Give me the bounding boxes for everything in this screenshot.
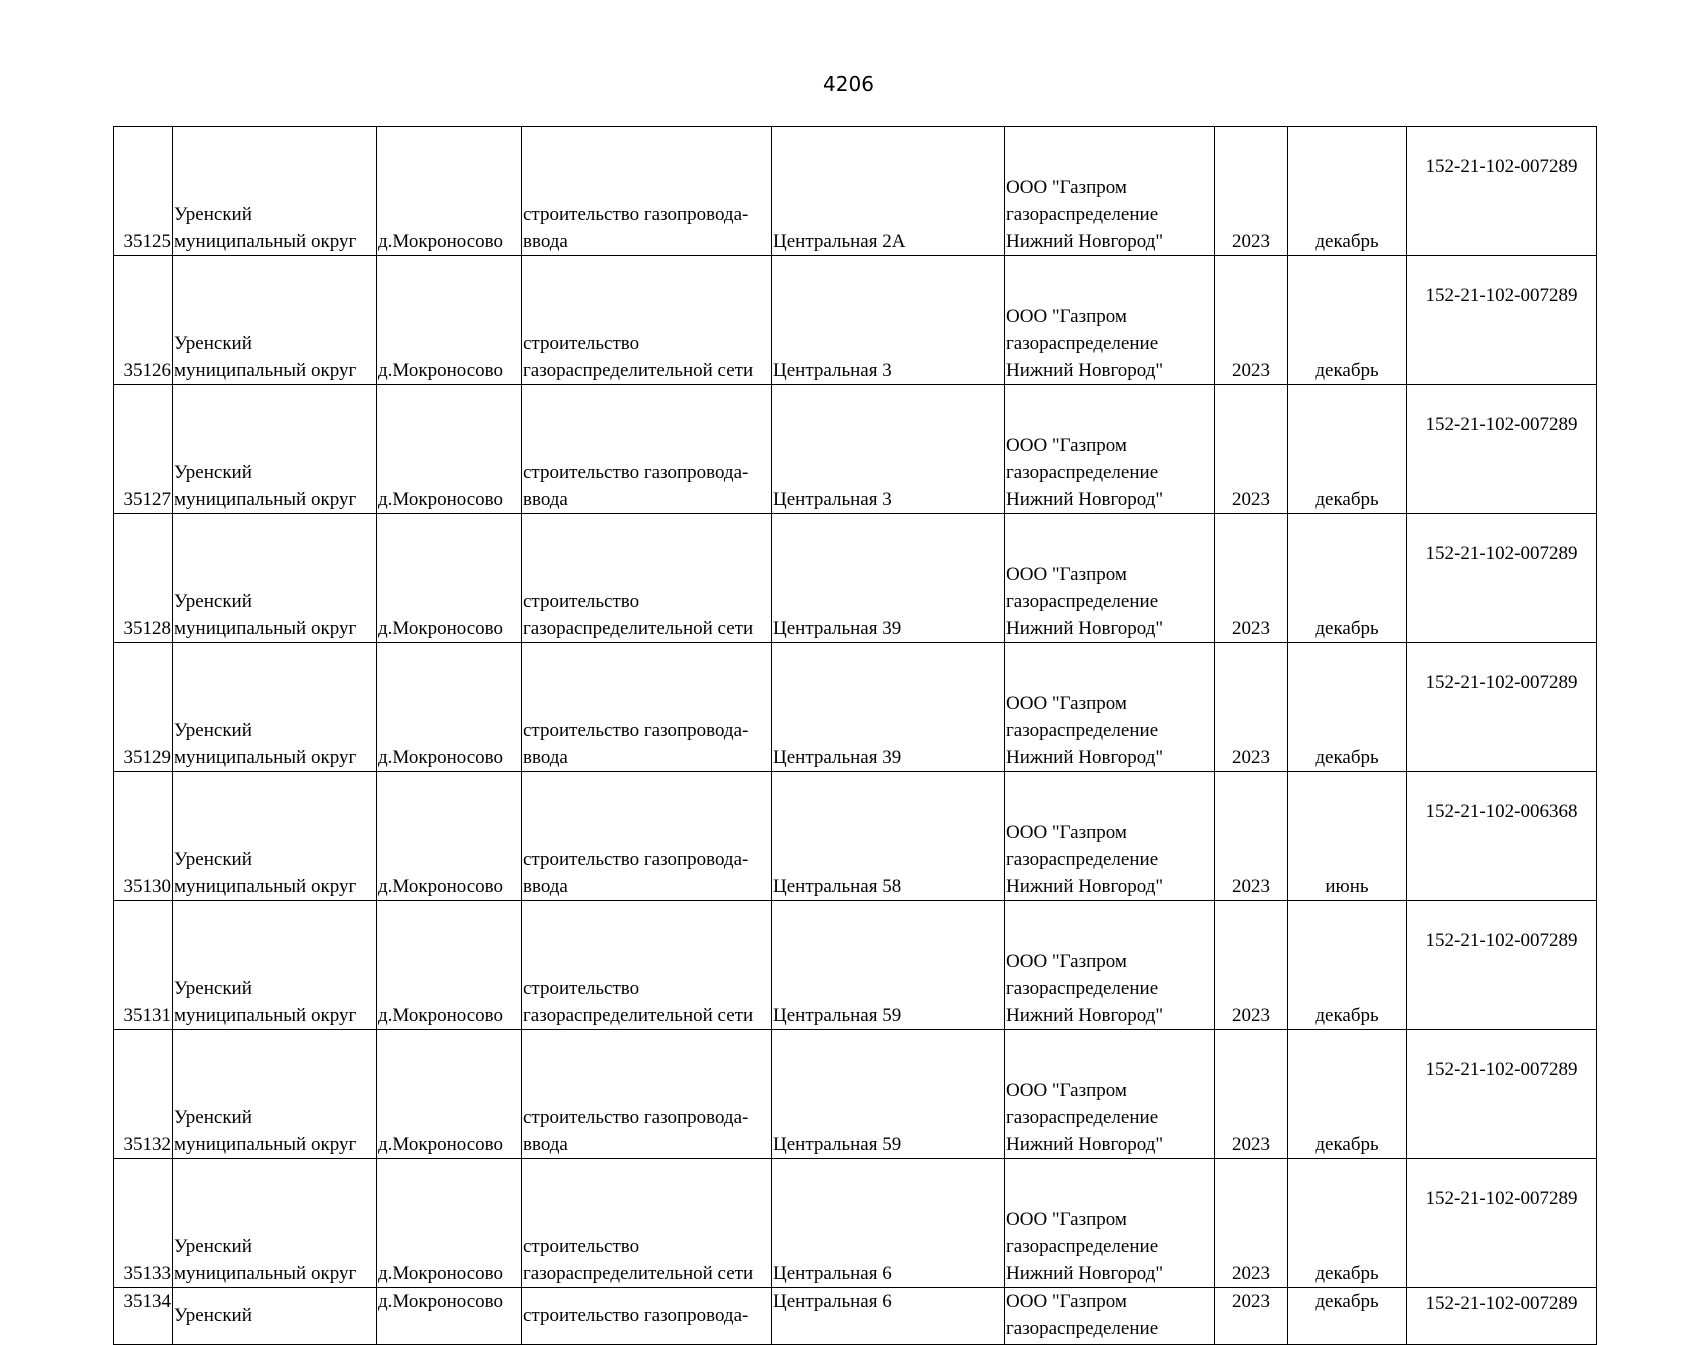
address-cell bbox=[772, 1030, 1005, 1159]
year-cell-line: 2023 bbox=[1232, 876, 1270, 897]
row-number-cell bbox=[114, 1159, 173, 1288]
settlement-cell bbox=[377, 256, 522, 385]
operator-cell-line: Нижний Новгород" bbox=[1006, 489, 1164, 510]
registry-code-cell-line: 152-21-102-007289 bbox=[1425, 1293, 1578, 1314]
table-row bbox=[114, 1288, 1597, 1345]
address-cell bbox=[772, 772, 1005, 901]
district-cell-line: муниципальный округ bbox=[174, 876, 357, 897]
operator-cell-line: ООО "Газпром bbox=[1006, 1291, 1127, 1312]
table-row bbox=[114, 772, 1597, 901]
operator-cell bbox=[1005, 1288, 1215, 1345]
month-cell-line: декабрь bbox=[1315, 1134, 1379, 1155]
year-cell-line: 2023 bbox=[1232, 1005, 1270, 1026]
work-type-cell-line: газораспределительной сети bbox=[523, 1263, 754, 1284]
registry-code-cell bbox=[1407, 127, 1597, 256]
row-number-cell bbox=[114, 901, 173, 1030]
district-cell-line: Уренский bbox=[174, 333, 252, 354]
work-type-cell-line: ввода bbox=[523, 489, 568, 510]
operator-cell-line: газораспределение bbox=[1006, 1236, 1159, 1257]
work-type-cell-line: строительство bbox=[523, 1236, 640, 1257]
district-cell-line: Уренский bbox=[174, 591, 252, 612]
year-cell-line: 2023 bbox=[1232, 1263, 1270, 1284]
month-cell-line: декабрь bbox=[1315, 618, 1379, 639]
settlement-cell bbox=[377, 1159, 522, 1288]
row-number-cell-line: 35126 bbox=[123, 360, 171, 381]
row-number-cell bbox=[114, 514, 173, 643]
year-cell-line: 2023 bbox=[1232, 231, 1270, 252]
registry-code-cell-line: 152-21-102-007289 bbox=[1425, 930, 1578, 951]
work-type-cell-line: строительство газопровода- bbox=[523, 849, 749, 870]
work-type-cell-line: ввода bbox=[523, 876, 568, 897]
district-cell-line: муниципальный округ bbox=[174, 489, 357, 510]
district-cell-line: Уренский bbox=[174, 1305, 252, 1326]
row-number-cell-line: 35127 bbox=[123, 489, 171, 510]
table-body bbox=[114, 127, 1597, 1345]
month-cell bbox=[1288, 256, 1407, 385]
year-cell bbox=[1215, 1288, 1288, 1345]
month-cell-line: декабрь bbox=[1315, 1263, 1379, 1284]
settlement-cell-line: д.Мокроносово bbox=[378, 231, 503, 252]
district-cell-line: муниципальный округ bbox=[174, 1263, 357, 1284]
registry-code-cell bbox=[1407, 1030, 1597, 1159]
month-cell-line: июнь bbox=[1325, 876, 1369, 897]
month-cell bbox=[1288, 1288, 1407, 1345]
year-cell bbox=[1215, 1030, 1288, 1159]
gas-registry-table bbox=[113, 126, 1597, 1345]
work-type-cell-line: строительство bbox=[523, 978, 640, 999]
operator-cell-line: Нижний Новгород" bbox=[1006, 618, 1164, 639]
year-cell-line: 2023 bbox=[1232, 1134, 1270, 1155]
row-number-cell bbox=[114, 385, 173, 514]
work-type-cell-line: строительство газопровода- bbox=[523, 720, 749, 741]
registry-code-cell-line: 152-21-102-007289 bbox=[1425, 543, 1578, 564]
year-cell bbox=[1215, 127, 1288, 256]
registry-code-cell-line: 152-21-102-007289 bbox=[1425, 156, 1578, 177]
address-cell-line: Центральная 3 bbox=[773, 489, 892, 510]
settlement-cell bbox=[377, 643, 522, 772]
operator-cell-line: газораспределение bbox=[1006, 978, 1159, 999]
address-cell-line: Центральная 3 bbox=[773, 360, 892, 381]
work-type-cell-line: ввода bbox=[523, 231, 568, 252]
operator-cell-line: ООО "Газпром bbox=[1006, 822, 1127, 843]
row-number-cell-line: 35130 bbox=[123, 876, 171, 897]
work-type-cell-line: строительство bbox=[523, 591, 640, 612]
table-row bbox=[114, 127, 1597, 256]
month-cell-line: декабрь bbox=[1315, 360, 1379, 381]
registry-code-cell bbox=[1407, 772, 1597, 901]
district-cell-line: муниципальный округ bbox=[174, 747, 357, 768]
operator-cell bbox=[1005, 514, 1215, 643]
settlement-cell bbox=[377, 385, 522, 514]
operator-cell-line: газораспределение bbox=[1006, 462, 1159, 483]
row-number-cell-line: 35129 bbox=[123, 747, 171, 768]
operator-cell bbox=[1005, 385, 1215, 514]
month-cell bbox=[1288, 901, 1407, 1030]
work-type-cell-line: ввода bbox=[523, 1134, 568, 1155]
table-row bbox=[114, 256, 1597, 385]
month-cell bbox=[1288, 385, 1407, 514]
settlement-cell-line: д.Мокроносово bbox=[378, 747, 503, 768]
operator-cell-line: газораспределение bbox=[1006, 204, 1159, 225]
operator-cell bbox=[1005, 901, 1215, 1030]
district-cell-line: муниципальный округ bbox=[174, 231, 357, 252]
settlement-cell bbox=[377, 514, 522, 643]
year-cell bbox=[1215, 772, 1288, 901]
address-cell-line: Центральная 58 bbox=[773, 876, 902, 897]
row-number-cell-line: 35134 bbox=[123, 1291, 171, 1312]
operator-cell-line: ООО "Газпром bbox=[1006, 306, 1127, 327]
month-cell-line: декабрь bbox=[1315, 489, 1379, 510]
registry-code-cell bbox=[1407, 256, 1597, 385]
operator-cell bbox=[1005, 256, 1215, 385]
row-number-cell-line: 35131 bbox=[123, 1005, 171, 1026]
work-type-cell bbox=[522, 643, 772, 772]
operator-cell-line: Нижний Новгород" bbox=[1006, 231, 1164, 252]
month-cell-line: декабрь bbox=[1315, 1291, 1379, 1312]
operator-cell bbox=[1005, 1159, 1215, 1288]
district-cell-line: Уренский bbox=[174, 1236, 252, 1257]
work-type-cell-line: газораспределительной сети bbox=[523, 360, 754, 381]
district-cell bbox=[173, 1159, 377, 1288]
settlement-cell bbox=[377, 127, 522, 256]
settlement-cell bbox=[377, 1030, 522, 1159]
table-row bbox=[114, 643, 1597, 772]
work-type-cell bbox=[522, 127, 772, 256]
district-cell bbox=[173, 514, 377, 643]
registry-code-cell-line: 152-21-102-007289 bbox=[1425, 414, 1578, 435]
address-cell bbox=[772, 1159, 1005, 1288]
operator-cell-line: ООО "Газпром bbox=[1006, 1080, 1127, 1101]
address-cell-line: Центральная 59 bbox=[773, 1005, 902, 1026]
district-cell-line: муниципальный округ bbox=[174, 1005, 357, 1026]
year-cell bbox=[1215, 901, 1288, 1030]
address-cell-line: Центральная 39 bbox=[773, 747, 902, 768]
operator-cell-line: ООО "Газпром bbox=[1006, 177, 1127, 198]
table-row bbox=[114, 1159, 1597, 1288]
table-row bbox=[114, 385, 1597, 514]
year-cell bbox=[1215, 514, 1288, 643]
work-type-cell-line: ввода bbox=[523, 747, 568, 768]
address-cell-line: Центральная 2А bbox=[773, 231, 906, 252]
month-cell bbox=[1288, 514, 1407, 643]
operator-cell-line: Нижний Новгород" bbox=[1006, 1005, 1164, 1026]
operator-cell bbox=[1005, 772, 1215, 901]
district-cell-line: Уренский bbox=[174, 462, 252, 483]
work-type-cell-line: строительство газопровода- bbox=[523, 1107, 749, 1128]
year-cell bbox=[1215, 1159, 1288, 1288]
district-cell bbox=[173, 772, 377, 901]
month-cell-line: декабрь bbox=[1315, 1005, 1379, 1026]
month-cell bbox=[1288, 643, 1407, 772]
work-type-cell-line: строительство bbox=[523, 333, 640, 354]
operator-cell-line: ООО "Газпром bbox=[1006, 1209, 1127, 1230]
work-type-cell-line: строительство газопровода- bbox=[523, 204, 749, 225]
operator-cell-line: Нижний Новгород" bbox=[1006, 1134, 1164, 1155]
table-row bbox=[114, 1030, 1597, 1159]
row-number-cell bbox=[114, 1288, 173, 1345]
registry-code-cell-line: 152-21-102-007289 bbox=[1425, 285, 1578, 306]
district-cell-line: муниципальный округ bbox=[174, 1134, 357, 1155]
row-number-cell-line: 35125 bbox=[123, 231, 171, 252]
address-cell bbox=[772, 901, 1005, 1030]
row-number-cell bbox=[114, 772, 173, 901]
work-type-cell-line: газораспределительной сети bbox=[523, 1005, 754, 1026]
address-cell bbox=[772, 385, 1005, 514]
month-cell-line: декабрь bbox=[1315, 747, 1379, 768]
operator-cell-line: газораспределение bbox=[1006, 720, 1159, 741]
operator-cell bbox=[1005, 1030, 1215, 1159]
table-row bbox=[114, 514, 1597, 643]
operator-cell-line: ООО "Газпром bbox=[1006, 693, 1127, 714]
page-number: 4206 bbox=[823, 72, 874, 96]
settlement-cell-line: д.Мокроносово bbox=[378, 1005, 503, 1026]
work-type-cell bbox=[522, 1159, 772, 1288]
row-number-cell bbox=[114, 256, 173, 385]
district-cell bbox=[173, 901, 377, 1030]
operator-cell-line: газораспределение bbox=[1006, 591, 1159, 612]
operator-cell-line: газораспределение bbox=[1006, 333, 1159, 354]
operator-cell-line: Нижний Новгород" bbox=[1006, 360, 1164, 381]
address-cell bbox=[772, 127, 1005, 256]
year-cell-line: 2023 bbox=[1232, 360, 1270, 381]
operator-cell-line: Нижний Новгород" bbox=[1006, 747, 1164, 768]
district-cell bbox=[173, 643, 377, 772]
district-cell bbox=[173, 256, 377, 385]
operator-cell-line: ООО "Газпром bbox=[1006, 564, 1127, 585]
settlement-cell-line: д.Мокроносово bbox=[378, 876, 503, 897]
address-cell-line: Центральная 59 bbox=[773, 1134, 902, 1155]
registry-code-cell-line: 152-21-102-007289 bbox=[1425, 672, 1578, 693]
year-cell-line: 2023 bbox=[1232, 1291, 1270, 1312]
settlement-cell bbox=[377, 1288, 522, 1345]
district-cell bbox=[173, 385, 377, 514]
district-cell-line: Уренский bbox=[174, 204, 252, 225]
row-number-cell-line: 35132 bbox=[123, 1134, 171, 1155]
work-type-cell bbox=[522, 385, 772, 514]
registry-code-cell bbox=[1407, 385, 1597, 514]
row-number-cell-line: 35133 bbox=[123, 1263, 171, 1284]
address-cell-line: Центральная 39 bbox=[773, 618, 902, 639]
work-type-cell-line: строительство газопровода- bbox=[523, 1305, 749, 1326]
row-number-cell bbox=[114, 127, 173, 256]
operator-cell-line: ООО "Газпром bbox=[1006, 435, 1127, 456]
district-cell-line: Уренский bbox=[174, 720, 252, 741]
address-cell-line: Центральная 6 bbox=[773, 1263, 892, 1284]
registry-code-cell bbox=[1407, 1159, 1597, 1288]
month-cell bbox=[1288, 772, 1407, 901]
district-cell-line: муниципальный округ bbox=[174, 360, 357, 381]
settlement-cell bbox=[377, 772, 522, 901]
operator-cell-line: Нижний Новгород" bbox=[1006, 1263, 1164, 1284]
month-cell bbox=[1288, 1030, 1407, 1159]
work-type-cell bbox=[522, 1030, 772, 1159]
work-type-cell bbox=[522, 514, 772, 643]
settlement-cell-line: д.Мокроносово bbox=[378, 1291, 503, 1312]
district-cell bbox=[173, 1288, 377, 1345]
registry-code-cell bbox=[1407, 901, 1597, 1030]
operator-cell-line: газораспределение bbox=[1006, 1107, 1159, 1128]
operator-cell bbox=[1005, 643, 1215, 772]
operator-cell-line: газораспределение bbox=[1006, 849, 1159, 870]
registry-code-cell bbox=[1407, 514, 1597, 643]
table-row bbox=[114, 901, 1597, 1030]
month-cell-line: декабрь bbox=[1315, 231, 1379, 252]
work-type-cell bbox=[522, 772, 772, 901]
district-cell bbox=[173, 127, 377, 256]
settlement-cell-line: д.Мокроносово bbox=[378, 1263, 503, 1284]
row-number-cell-line: 35128 bbox=[123, 618, 171, 639]
district-cell-line: муниципальный округ bbox=[174, 618, 357, 639]
registry-code-cell-line: 152-21-102-007289 bbox=[1425, 1188, 1578, 1209]
work-type-cell bbox=[522, 901, 772, 1030]
year-cell-line: 2023 bbox=[1232, 618, 1270, 639]
address-cell bbox=[772, 643, 1005, 772]
year-cell-line: 2023 bbox=[1232, 747, 1270, 768]
address-cell bbox=[772, 256, 1005, 385]
registry-code-cell bbox=[1407, 643, 1597, 772]
row-number-cell bbox=[114, 643, 173, 772]
year-cell bbox=[1215, 385, 1288, 514]
operator-cell bbox=[1005, 127, 1215, 256]
operator-cell-line: ООО "Газпром bbox=[1006, 951, 1127, 972]
work-type-cell bbox=[522, 256, 772, 385]
settlement-cell-line: д.Мокроносово bbox=[378, 489, 503, 510]
year-cell-line: 2023 bbox=[1232, 489, 1270, 510]
settlement-cell bbox=[377, 901, 522, 1030]
address-cell bbox=[772, 514, 1005, 643]
year-cell bbox=[1215, 256, 1288, 385]
registry-code-cell-line: 152-21-102-007289 bbox=[1425, 1059, 1578, 1080]
month-cell bbox=[1288, 127, 1407, 256]
registry-code-cell-line: 152-21-102-006368 bbox=[1425, 801, 1578, 822]
district-cell bbox=[173, 1030, 377, 1159]
district-cell-line: Уренский bbox=[174, 978, 252, 999]
work-type-cell-line: газораспределительной сети bbox=[523, 618, 754, 639]
row-number-cell bbox=[114, 1030, 173, 1159]
address-cell bbox=[772, 1288, 1005, 1345]
operator-cell-line: газораспределение bbox=[1006, 1318, 1159, 1339]
registry-code-cell bbox=[1407, 1288, 1597, 1345]
month-cell bbox=[1288, 1159, 1407, 1288]
settlement-cell-line: д.Мокроносово bbox=[378, 1134, 503, 1155]
district-cell-line: Уренский bbox=[174, 849, 252, 870]
work-type-cell bbox=[522, 1288, 772, 1345]
operator-cell-line: Нижний Новгород" bbox=[1006, 876, 1164, 897]
district-cell-line: Уренский bbox=[174, 1107, 252, 1128]
year-cell bbox=[1215, 643, 1288, 772]
settlement-cell-line: д.Мокроносово bbox=[378, 360, 503, 381]
work-type-cell-line: строительство газопровода- bbox=[523, 462, 749, 483]
address-cell-line: Центральная 6 bbox=[773, 1291, 892, 1312]
settlement-cell-line: д.Мокроносово bbox=[378, 618, 503, 639]
